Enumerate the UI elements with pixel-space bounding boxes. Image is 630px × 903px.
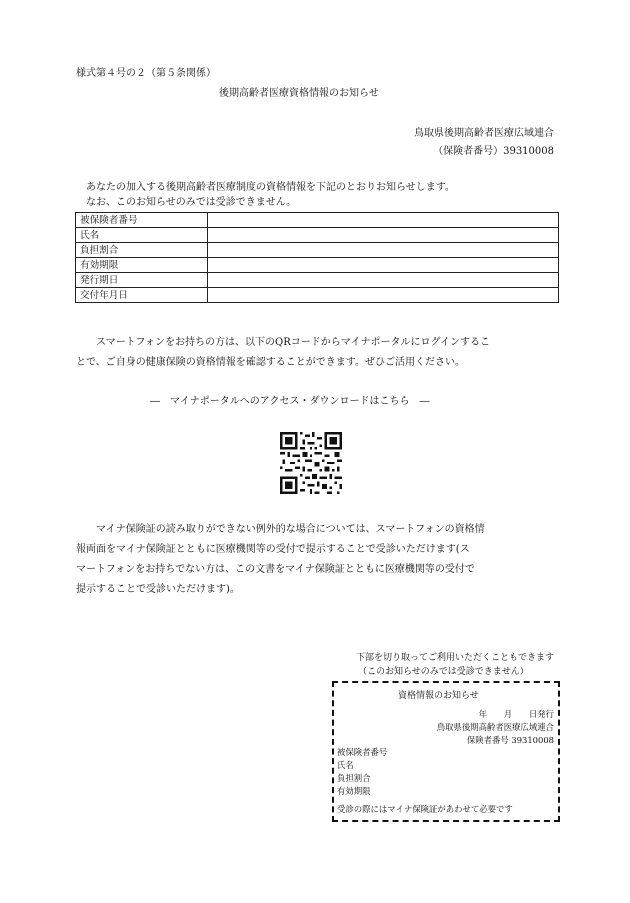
table-row bbox=[76, 273, 559, 288]
qr-code[interactable] bbox=[280, 432, 342, 494]
row-label: 発行期日 bbox=[76, 273, 208, 288]
row-label: 被保険者番号 bbox=[76, 213, 208, 228]
card-footer: 受診の際にはマイナ保険証があわせて必要です bbox=[337, 804, 513, 814]
qualification-table bbox=[75, 212, 559, 303]
smartphone-text-line1: スマートフォンをお持ちの方は、以下のQRコードからマイナポータルにログインするこ bbox=[96, 337, 491, 348]
row-value bbox=[208, 288, 559, 303]
exception-text-line4: 提示することで受診いただけます)。 bbox=[76, 584, 240, 595]
table-row bbox=[76, 243, 559, 258]
card-field-insured-number: 被保険者番号 bbox=[337, 747, 388, 757]
row-value bbox=[208, 228, 559, 243]
row-label: 有効期限 bbox=[76, 258, 208, 273]
table-row bbox=[76, 228, 559, 243]
card-title: 資格情報のお知らせ bbox=[398, 691, 479, 701]
portal-heading: ― マイナポータルへのアクセス・ダウンロードはこちら ― bbox=[150, 396, 430, 407]
exception-text-line2: 報両面をマイナ保険証とともに医療機関等の受付で提示することで受診いただけます(ス bbox=[76, 544, 470, 555]
smartphone-text-line2: とで、ご自身の健康保険の資格情報を確認することができます。ぜひご活用ください。 bbox=[76, 357, 465, 368]
card-field-name: 氏名 bbox=[337, 760, 354, 770]
card-field-expiry: 有効期限 bbox=[337, 786, 371, 796]
issuer-name: 鳥取県後期高齢者医療広域連合 bbox=[414, 128, 554, 139]
table-row bbox=[76, 258, 559, 273]
cut-note-line1: 下部を切り取ってご利用いただくこともできます bbox=[355, 653, 554, 663]
page-title: 後期高齢者医療資格情報のお知らせ bbox=[219, 88, 379, 99]
form-number: 様式第４号の２（第５条関係） bbox=[76, 68, 216, 79]
exception-text-line1: マイナ保険証の読み取りができない例外的な場合については、スマートフォンの資格情 bbox=[96, 524, 485, 535]
intro-text-line1: あなたの加入する後期高齢者医療制度の資格情報を下記のとおりお知らせします。 bbox=[86, 182, 455, 193]
exception-text-line3: マートフォンをお持ちでない方は、この文書をマイナ保険証とともに医療機関等の受付で bbox=[76, 564, 475, 575]
row-value bbox=[208, 273, 559, 288]
row-label: 交付年月日 bbox=[76, 288, 208, 303]
row-value bbox=[208, 258, 559, 273]
table-row bbox=[76, 288, 559, 303]
card-issuer: 鳥取県後期高齢者医療広域連合 bbox=[436, 722, 554, 732]
card-field-burden-ratio: 負担割合 bbox=[337, 773, 371, 783]
insurer-number: （保険者番号）39310008 bbox=[433, 146, 554, 157]
card-insurer-number: 保険者番号 39310008 bbox=[466, 735, 554, 745]
table-row bbox=[76, 213, 559, 228]
row-label: 負担割合 bbox=[76, 243, 208, 258]
intro-text-line2: なお、このお知らせのみでは受診できません。 bbox=[86, 197, 297, 208]
cut-note-line2: （このお知らせのみでは受診できません） bbox=[358, 667, 529, 677]
row-label: 氏名 bbox=[76, 228, 208, 243]
row-value bbox=[208, 213, 559, 228]
row-value bbox=[208, 243, 559, 258]
card-issue-date: 年 月 日発行 bbox=[478, 709, 554, 719]
